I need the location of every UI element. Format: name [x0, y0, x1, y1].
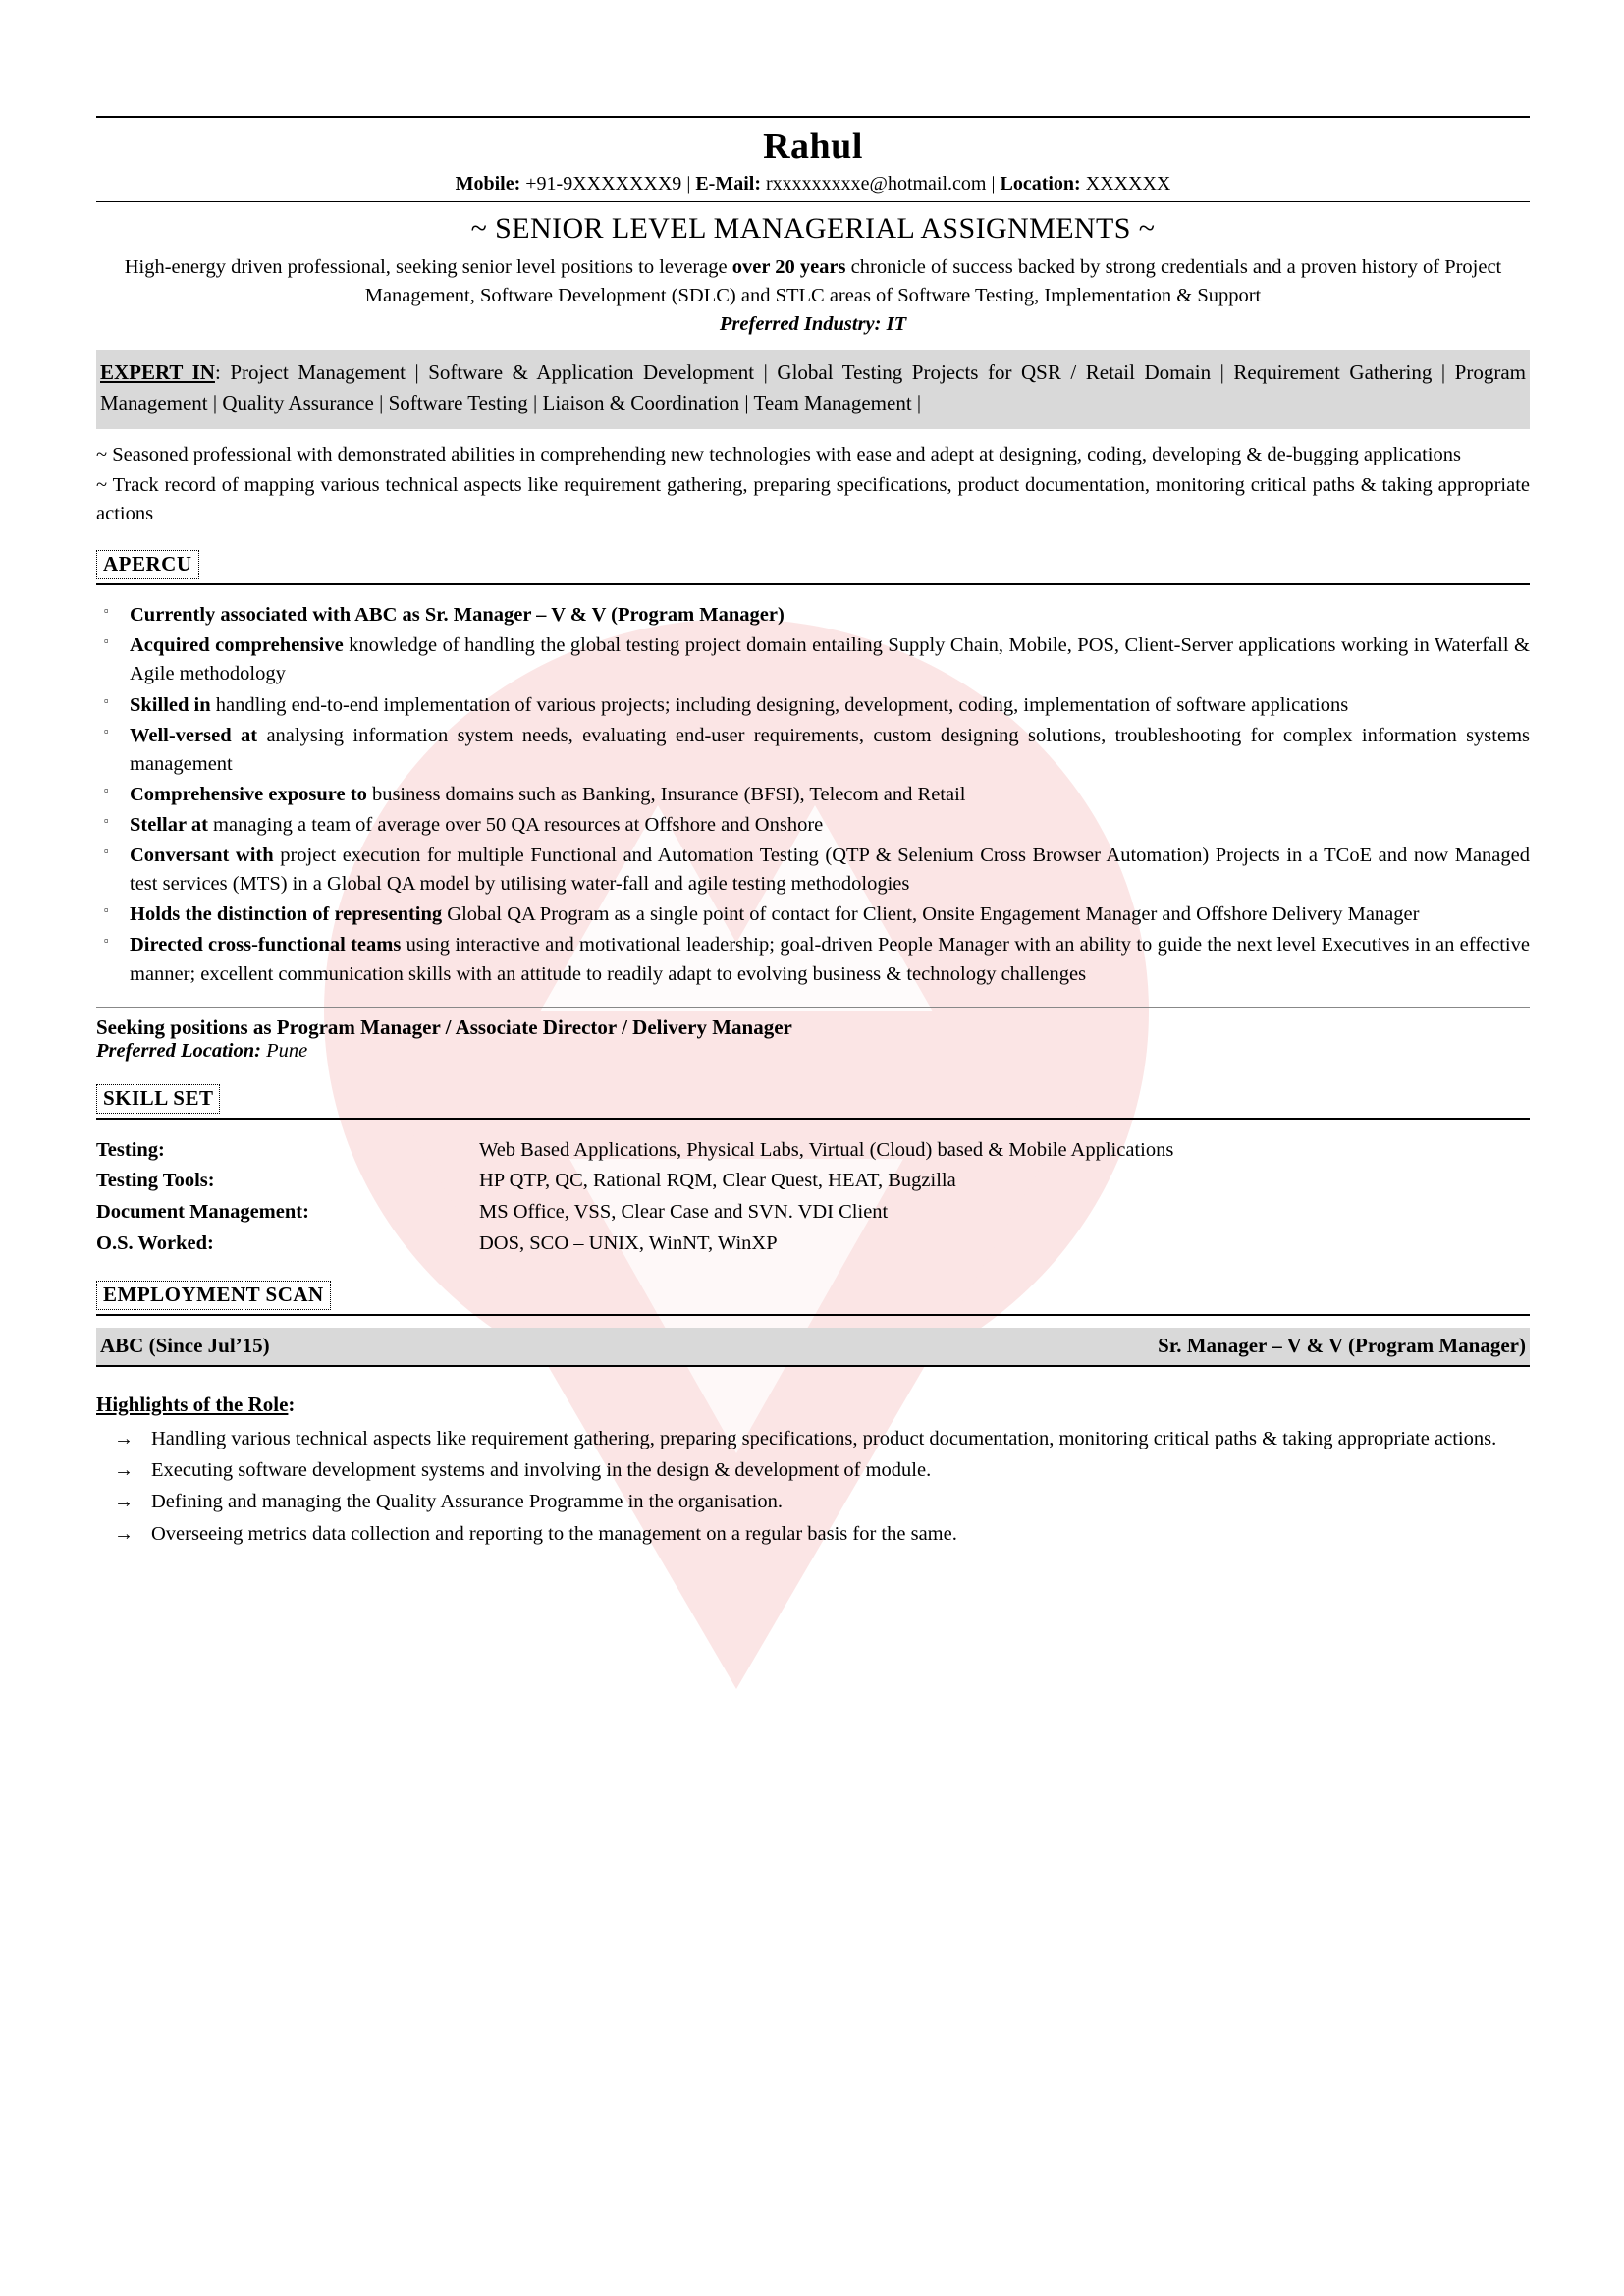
square-bullet-icon: ▫ — [104, 782, 109, 797]
item-bold: Conversant with — [130, 845, 274, 867]
employment-scan-section-header — [96, 1281, 1530, 1316]
preferred-industry: Preferred Industry: IT — [719, 312, 907, 335]
profile-summary — [96, 253, 1530, 311]
item-bold: Directed cross-functional teams — [130, 934, 402, 957]
arrow-icon: → — [114, 1459, 134, 1482]
preferred-location-value: Pune — [260, 1039, 308, 1062]
list-item — [96, 601, 1530, 629]
section-title-apercu: APERCU — [96, 550, 199, 579]
item-rest: business domains such as Banking, Insurance (BFSI), Telecom and Retail — [366, 783, 966, 805]
skill-set-table — [96, 1135, 1530, 1260]
table-row — [96, 1197, 1530, 1229]
top-rule — [96, 116, 1530, 118]
skill-value: MS Office, VSS, Clear Case and SVN. VDI Client — [479, 1200, 889, 1223]
section-title-employment-scan: EMPLOYMENT SCAN — [96, 1281, 331, 1310]
seeking-block — [96, 1007, 1530, 1063]
profile-emphasis: over 20 years — [731, 255, 846, 278]
section-title-skill-set: SKILL SET — [96, 1084, 220, 1114]
employment-band — [96, 1328, 1530, 1365]
item-bold: Currently associated with ABC as Sr. Manager – V & V (Program Manager) — [130, 604, 785, 627]
header-rule — [96, 201, 1530, 202]
list-item — [96, 1425, 1530, 1453]
objective-headline: ~ SENIOR LEVEL MANAGERIAL ASSIGNMENTS ~ — [470, 211, 1156, 245]
item-rest: handling end-to-end implementation of various projects; including designing, development, coding, implementation of software applications — [210, 693, 1349, 716]
skill-key: O.S. Worked: — [96, 1231, 214, 1254]
skill-key: Testing Tools: — [96, 1170, 215, 1192]
arrow-icon: → — [114, 1428, 134, 1450]
list-item — [96, 931, 1530, 988]
arrow-icon: → — [114, 1522, 134, 1545]
list-item — [96, 781, 1530, 809]
skill-value: HP QTP, QC, Rational RQM, Clear Quest, HEAT, Bugzilla — [479, 1170, 956, 1192]
item-bold: Skilled in — [130, 693, 211, 716]
list-item — [96, 1456, 1530, 1485]
skill-key: Document Management: — [96, 1200, 309, 1223]
item-rest: managing a team of average over 50 QA resources at Offshore and Onshore — [207, 814, 824, 837]
item-rest: analysing information system needs, evaluating end-user requirements, custom designing solutions, troubleshooting for complex information systems management — [130, 724, 1530, 775]
skill-set-section-header — [96, 1084, 1530, 1120]
profile-part-2: chronicle of success backed by strong credentials and a proven history of Project Management, Software Development (SDLC) and STLC areas of Software Testing, Implementation & Support — [364, 255, 1502, 307]
item-rest: project execution for multiple Functional and Automation Testing (QTP & Selenium Cross Browser Automation) Projects in a TCoE and now Managed test services (MTS) in a Global QA model by utilising water-fall and agile testing methodologies — [130, 845, 1530, 896]
separator-2: | — [991, 172, 996, 194]
table-row — [96, 1135, 1530, 1167]
list-item — [96, 1488, 1530, 1516]
item-bold: Comprehensive exposure to — [130, 783, 367, 805]
list-item — [96, 722, 1530, 779]
highlight-text: Defining and managing the Quality Assurance Programme in the organisation. — [151, 1491, 783, 1513]
employment-band-rule — [96, 1365, 1530, 1367]
arrow-icon: → — [114, 1491, 134, 1513]
employer-role: Sr. Manager – V & V (Program Manager) — [1158, 1334, 1526, 1358]
skill-value: DOS, SCO – UNIX, WinNT, WinXP — [479, 1231, 778, 1254]
page-title: Rahul — [763, 126, 863, 167]
email-label: E-Mail: — [695, 172, 761, 194]
intro-point-2: ~ Track record of mapping various technical aspects like requirement gathering, preparing specifications, product documentation, monitoring critical paths & taking appropriate actions — [96, 474, 1530, 525]
highlight-text: Executing software development systems and involving in the design & development of module. — [151, 1459, 932, 1482]
highlights-list — [96, 1425, 1530, 1548]
square-bullet-icon: ▫ — [104, 603, 109, 619]
apercu-list — [96, 601, 1530, 988]
intro-point-1: ~ Seasoned professional with demonstrated abilities in comprehending new technologies with ease and adept at designing, coding, developing & de-bugging applications — [96, 443, 1461, 465]
apercu-section-header — [96, 550, 1530, 585]
expert-in-label: EXPERT IN — [100, 359, 215, 384]
email-value: rxxxxxxxxxe@hotmail.com — [765, 172, 987, 194]
highlights-title-text: Highlights of the Role — [96, 1393, 289, 1417]
square-bullet-icon: ▫ — [104, 813, 109, 829]
list-item — [96, 811, 1530, 840]
item-bold: Stellar at — [130, 814, 208, 837]
item-bold: Well-versed at — [130, 724, 258, 746]
skill-set-rule — [96, 1118, 1530, 1120]
preferred-location — [96, 1040, 1530, 1063]
skill-key: Testing: — [96, 1138, 165, 1161]
skill-value: Web Based Applications, Physical Labs, Virtual (Cloud) based & Mobile Applications — [479, 1138, 1174, 1161]
list-item — [96, 691, 1530, 720]
employment-scan-rule — [96, 1314, 1530, 1316]
list-item — [96, 901, 1530, 929]
location-label: Location: — [1000, 172, 1081, 194]
table-row — [96, 1229, 1530, 1260]
mobile-label: Mobile: — [455, 172, 521, 194]
list-item — [96, 1520, 1530, 1549]
highlights-title-colon: : — [288, 1393, 296, 1417]
highlights-title — [96, 1393, 1530, 1417]
item-bold: Acquired comprehensive — [130, 634, 344, 657]
profile-part-1: High-energy driven professional, seeking senior level positions to leverage — [124, 255, 732, 278]
mobile-value: +91-9XXXXXXX9 — [525, 172, 682, 194]
square-bullet-icon: ▫ — [104, 933, 109, 949]
table-row — [96, 1166, 1530, 1197]
expert-in-band — [96, 350, 1530, 429]
location-value: XXXXXX — [1085, 172, 1171, 194]
seeking-positions: Seeking positions as Program Manager / Associate Director / Delivery Manager — [96, 1014, 792, 1039]
separator-1: | — [686, 172, 691, 194]
employer-name: ABC (Since Jul’15) — [100, 1334, 270, 1358]
item-rest: Global QA Program as a single point of contact for Client, Onsite Engagement Manager and Offshore Delivery Manager — [442, 903, 1420, 926]
item-bold: Holds the distinction of representing — [130, 903, 443, 926]
item-rest: knowledge of handling the global testing project domain entailing Supply Chain, Mobile, POS, Client-Server applications working in Waterfall & Agile methodology — [130, 634, 1530, 685]
square-bullet-icon: ▫ — [104, 633, 109, 649]
apercu-rule — [96, 583, 1530, 585]
square-bullet-icon: ▫ — [104, 692, 109, 708]
contact-line — [96, 173, 1530, 195]
preferred-location-label: Preferred Location: — [96, 1039, 261, 1062]
square-bullet-icon: ▫ — [104, 844, 109, 859]
highlight-text: Handling various technical aspects like requirement gathering, preparing specifications, product documentation, monitoring critical paths & taking appropriate actions. — [151, 1428, 1497, 1450]
item-rest: using interactive and motivational leadership; goal-driven People Manager with an ability to guide the next level Executives in an effective manner; excellent communication skills with an attitude to readily adapt to evolving business & technology challenges — [130, 934, 1530, 985]
list-item — [96, 842, 1530, 899]
square-bullet-icon: ▫ — [104, 902, 109, 918]
highlight-text: Overseeing metrics data collection and reporting to the management on a regular basis for the same. — [151, 1522, 957, 1545]
list-item — [96, 631, 1530, 688]
expert-in-text: : Project Management | Software & Application Development | Global Testing Projects for QSR / Retail Domain | Requirement Gathering | Program Management | Quality Assurance | Software Testing | Liaison & Coordination | Team Management | — [100, 359, 1526, 415]
square-bullet-icon: ▫ — [104, 723, 109, 738]
